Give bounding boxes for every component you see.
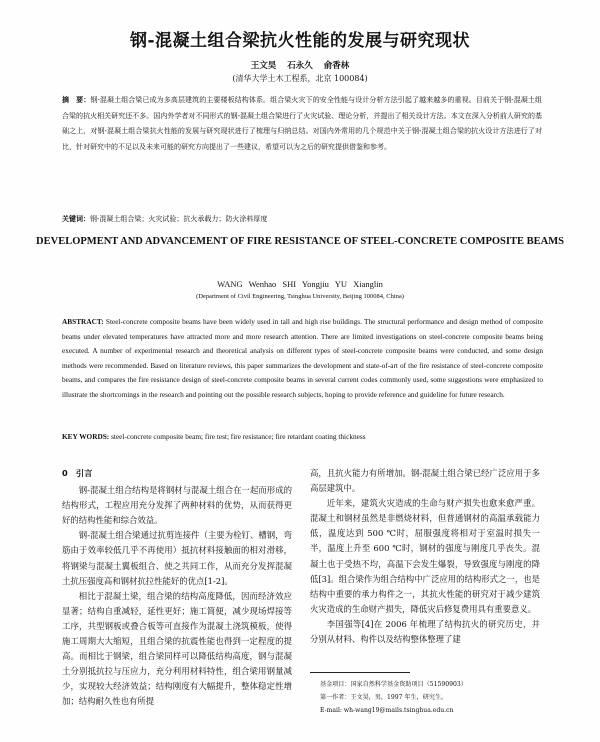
english-keywords-label: KEY WORDS:: [62, 432, 110, 441]
chinese-abstract-text: 钢-混凝土组合梁已成为多高层建筑的主要楼板结构体系。组合梁火灾下的安全性能与设计分析方法引起了越来越多的重视。目前关于钢-混凝土组合梁的抗火相关研究还不多。国内外学者对不同形式的钢-混凝土组合梁进行了火灾试验、理论分析，并提出了相关设计方法。本文在深入分析前人研究的基础之上，对钢-混凝土组合梁抗火性能的发展与研究现状进行了梳理与归纳总结。对国内外常用的几个规范中关于钢-混凝土组合梁的抗火设计方法进行了对比，针对研究中的不足以及未来可能的研究方向提出了一些建议，希望可以为之后的研究提供借鉴和参考。: [62, 96, 543, 151]
body-paragraph: 李国强等[4]在 2006 年梳理了结构抗火的研究历史，并分别从材料、构件以及结构整体整理了建: [310, 618, 540, 645]
english-keywords: [62, 432, 543, 441]
english-affiliation: (Department of Civil Engineering, Tsinghua University, Beijing 100084, China): [196, 293, 404, 300]
chinese-keywords: [62, 214, 542, 224]
english-abstract: [62, 315, 543, 403]
chinese-keywords-label: 关键词：: [62, 215, 90, 223]
chinese-title: 钢-混凝土组合梁抗火性能的发展与研究现状: [129, 31, 471, 51]
footnote-author: 第一作者：王文昊，男，1997 年生，研究生。: [320, 694, 448, 701]
chinese-abstract: [62, 93, 542, 155]
english-authors: WANG Wenhao SHI Yongjiu YU Xianglin: [217, 279, 383, 289]
chinese-authors: 王文昊 石永久 俞香林: [250, 61, 350, 71]
body-column-left: [62, 466, 292, 710]
body-paragraph: 钢-混凝土组合结构是将钢材与混凝土组合在一起而形成的结构形式，工程应用充分发挥了两种材料的优势，从而获得更好的结构性能和综合效益。: [62, 485, 292, 526]
body-paragraph: 钢-混凝土组合梁通过抗剪连接件（主要为栓钉、槽钢，弯筋由于效率较低几乎不再使用）抵抗材料接触面的相对滑移，将钢梁与混凝土翼板组合、使之共同工作，从而充分发挥混凝土抗压强度高和钢材抗拉性能好的优点[1-2]。: [62, 530, 292, 586]
section-heading-introduction: 0 引言: [62, 468, 93, 478]
body-column-right: [310, 466, 540, 647]
body-paragraph: 高，且抗火能力有所增加。钢-混凝土组合梁已经广泛应用于多高层建筑中。: [310, 468, 540, 494]
footnote-divider: [310, 672, 410, 673]
footnote-funding: 基金项目：国家自然科学基金资助项目（51590903）: [320, 681, 467, 688]
english-abstract-label: ABSTRACT:: [62, 317, 104, 326]
english-title: DEVELOPMENT AND ADVANCEMENT OF FIRE RESISTANCE OF STEEL-CONCRETE COMPOSITE BEAMS: [36, 236, 564, 247]
footnote-email: E-mail: wh-wang19@mails.tsinghua.edu.cn: [320, 707, 454, 714]
english-keywords-text: steel-concrete composite beam; fire test; fire resistance; fire retardant coating thickness: [111, 432, 366, 441]
body-paragraph: 相比于混凝土梁，组合梁的结构高度降低，因而经济效应显著；结构自重减轻，延性更好；施工简便，减少现场焊接等工序，共型钢板或叠合板等可直接作为混凝土浇筑模板，使得施工周期大大缩短，且组合梁的抗震性能也得到一定程度的提高。而相比于钢梁，组合梁同样可以降低结构高度，钢与混凝土分别抵抗拉与压应力，充分利用材料特性，组合梁用钢量减少，实现较大经济效益；结构刚度有大幅提升，整体稳定性增加；结构耐久性也有所提: [62, 590, 292, 707]
english-abstract-text: Steel-concrete composite beams have been widely used in tall and high rise buildings. The structural performance and design method of composite beams under elevated temperatures have attracted more and more research attention. There are limited investigations on steel-concrete composite beams being executed. A number of experimental research and theoretical analysis on different types of steel-concrete composite beams were conducted, and some design methods were recommended. Based on literature reviews, this paper summarizes the development and state-of-art of the fire resistance of steel-concrete composite beams, and compares the fire resistance design of steel-concrete composite beams in several current codes commonly used, some suggestions were emphasized to illustrate the shortcomings in the research and pointing out the possible research subjects, hoping to provide reference and guideline for future research.: [62, 317, 544, 399]
chinese-keywords-text: 钢-混凝土组合梁；火灾试验；抗火承载力；防火涂料厚度: [90, 215, 268, 223]
footnotes: [320, 678, 540, 717]
chinese-abstract-label: 摘 要：: [62, 96, 91, 104]
chinese-affiliation: (清华大学土木工程系，北京 100084): [232, 74, 368, 83]
body-paragraph: 近年来，建筑火灾造成的生命与财产损失也愈来愈严重。混凝土和钢材虽然是非燃烧材料，但普通钢材的高温承载能力低，温度达到 500 ℃时，屈服强度将相对于室温时损失一半，温度上升至 600 ℃时，钢材的强度与刚度几乎丧失。混凝土也于受热不均，高温下会发生爆裂，导致强度与刚度的降低[3]。组合梁作为组合结构中广泛应用的结构形式之一，也是结构中重要的承力构件之一，其抗火性能的研究对于减少建筑火灾造成的生命财产损失，降低灾后修复费用具有重要意义。: [310, 498, 540, 614]
